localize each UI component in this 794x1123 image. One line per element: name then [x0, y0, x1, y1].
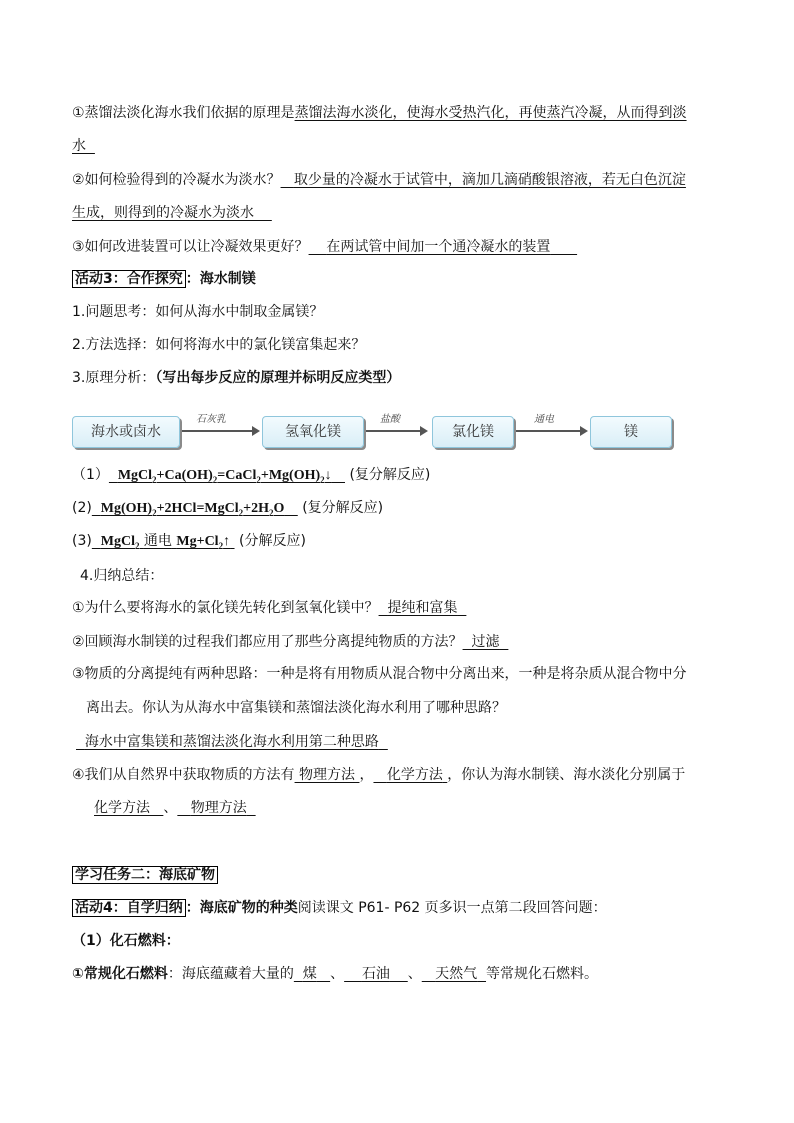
summary-s4-answer3: 化学方法 — [94, 800, 150, 816]
reaction-2-type: (复分解反应) — [302, 500, 384, 516]
fossil-line: ①常规化石燃料：海底蕴藏着大量的 煤 、 石油 、 天然气 等常规化石燃料。 — [72, 966, 599, 982]
reaction-3-reactant: MgCl$_2$ — [100, 534, 140, 551]
activity4-title: ：海底矿物的种类 — [185, 900, 298, 916]
activity3-p2: 2.方法选择：如何将海水中的氯化镁富集起来？ — [72, 337, 366, 353]
fossil-heading: （1）化石燃料： — [72, 933, 180, 949]
summary-s2-answer: 过滤 — [471, 634, 500, 650]
activity3-p1: 1.问题思考：如何从海水中制取金属镁？ — [72, 304, 324, 320]
reaction-1-equation: $MgCl_2+Ca(OH)_2=CaCl_2+Mg(OH)_2↓$ — [117, 468, 332, 485]
summary-s1-answer: 提纯和富集 — [387, 600, 458, 616]
fossil-label: ①常规化石燃料 — [72, 966, 168, 982]
fossil-answer-gas: 天然气 — [435, 966, 478, 982]
activity3-title: ：海水制镁 — [185, 271, 256, 287]
q2-prefix: ②如何检验得到的冷凝水为淡水？ — [72, 172, 281, 188]
q1-line1 — [72, 103, 687, 123]
flow-stage-mg: 镁 — [590, 416, 672, 448]
q2-line2 — [72, 203, 272, 223]
reaction-3 — [72, 531, 306, 552]
summary-s2: ②回顾海水制镁的过程我们都应用了那些分离提纯物质的方法？ 过滤 — [72, 634, 500, 650]
flow-reagent-2: 盐酸 — [380, 414, 400, 425]
q1-prefix: ①蒸馏法淡化海水我们依据的原理是 — [72, 105, 295, 121]
q2-answer-b: 生成，则得到的冷凝水为淡水 — [72, 205, 254, 221]
flow-stage-mgoh2: 氢氧化镁 — [262, 416, 364, 448]
activity4-heading — [72, 898, 607, 918]
magnesium-flow-diagram — [72, 410, 672, 454]
q2-line1 — [72, 170, 686, 190]
activity3-heading — [72, 269, 256, 289]
fossil-answer-coal: 煤 — [302, 966, 317, 982]
summary-s3-answer-line — [76, 732, 388, 752]
activity3-p3 — [72, 368, 400, 388]
reaction-2-prefix: (2) — [72, 500, 92, 516]
flow-arrow-2 — [366, 430, 426, 432]
summary-s1: ①为什么要将海水的氯化镁先转化到氢氧化镁中？ 提纯和富集 — [72, 600, 458, 616]
reaction-3-products: $Mg+Cl_2↑$ — [176, 534, 231, 551]
q3-line — [72, 237, 577, 257]
reaction-2 — [72, 498, 383, 519]
activity4-tag: 活动4：自学归纳 — [72, 899, 186, 917]
flow-reagent-3: 通电 — [534, 414, 554, 425]
q3-prefix: ③如何改进装置可以让冷凝效果更好？ — [72, 239, 309, 255]
summary-s4-answer1: 物理方法 — [299, 767, 356, 783]
activity3-tag: 活动3：合作探究 — [72, 270, 186, 288]
summary-s4-line2: 化学方法 、 物理方法 — [94, 800, 247, 816]
fossil-answer-oil: 石油 — [361, 966, 390, 982]
q1-line2 — [72, 136, 95, 156]
summary-s3-answer: 海水中富集镁和蒸馏法淡化海水利用第二种思路 — [84, 734, 379, 750]
reaction-3-condition: 通电 — [143, 533, 172, 549]
reaction-1 — [72, 465, 430, 486]
activity4-rest: 阅读课文 P61- P62 页多识一点第二段回答问题： — [297, 900, 607, 916]
reaction-1-prefix: （1） — [72, 467, 109, 483]
activity3-p3-bold: （写出每步反应的原理并标明反应类型） — [155, 370, 401, 386]
summary-s4-line1: ④我们从自然界中获取物质的方法有 物理方法 ， 化学方法 ，你认为海水制镁、海水淡化分别属于 — [72, 767, 686, 783]
reaction-2-equation: $Mg(OH)_2+2HCl=MgCl_2+2H_2O$ — [100, 501, 285, 518]
task2-heading — [72, 865, 218, 885]
reaction-1-type: (复分解反应) — [349, 467, 431, 483]
summary-s4-answer4: 物理方法 — [190, 800, 247, 816]
summary-s3-line2: 离出去。你认为从海水中富集镁和蒸馏法淡化海水利用了哪种思路？ — [86, 700, 506, 716]
q2-answer-a: 取少量的冷凝水于试管中，滴加几滴硝酸银溶液，若无白色沉淀 — [293, 172, 686, 188]
flow-reagent-1: 石灰乳 — [196, 414, 226, 425]
flow-stage-seawater: 海水或卤水 — [72, 416, 180, 448]
q3-answer: 在两试管中间加一个通冷凝水的装置 — [326, 239, 551, 255]
reaction-3-prefix: (3) — [72, 533, 92, 549]
flow-arrow-3 — [516, 430, 586, 432]
reaction-3-type: (分解反应) — [238, 533, 306, 549]
flow-arrow-1 — [182, 430, 258, 432]
q1-answer-b: 水 — [72, 138, 86, 154]
activity3-p3-prefix: 3.原理分析： — [72, 370, 156, 386]
summary-s4-answer2: 化学方法 — [386, 767, 443, 783]
task2-tag: 学习任务二：海底矿物 — [72, 866, 218, 884]
summary-s3-line1: ③物质的分离提纯有两种思路：一种是将有用物质从混合物中分离出来，一种是将杂质从混合物中分 — [72, 666, 687, 682]
q1-answer-a: 蒸馏法海水淡化，使海水受热汽化，再使蒸汽冷凝，从而得到淡 — [294, 105, 687, 121]
flow-stage-mgcl2: 氯化镁 — [432, 416, 514, 448]
summary-title: 4.归纳总结： — [80, 568, 164, 584]
